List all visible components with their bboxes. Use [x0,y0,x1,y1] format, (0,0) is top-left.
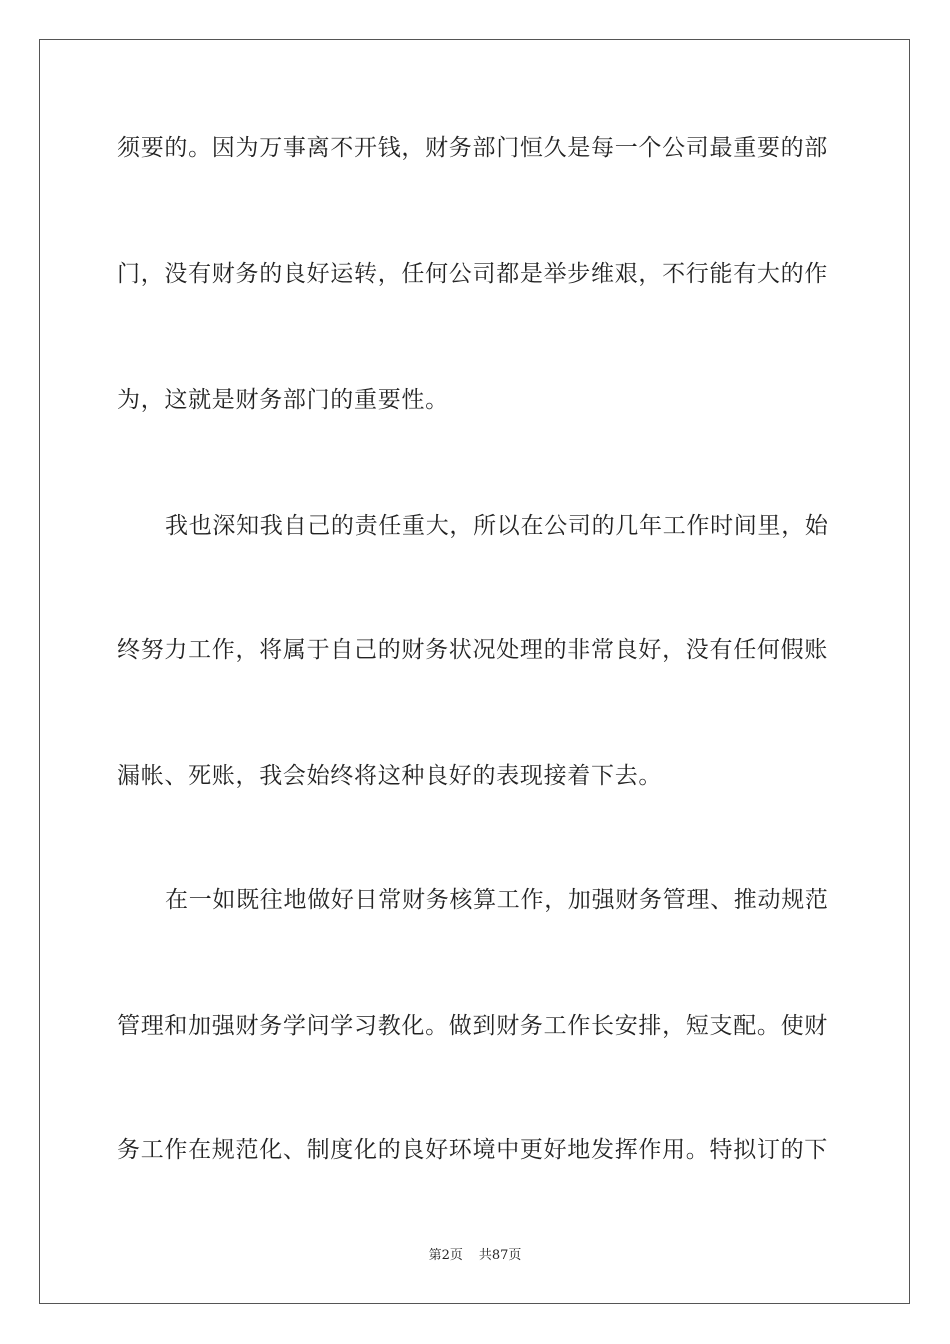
text-line-5: 终努力工作，将属于自己的财务状况处理的非常良好，没有任何假账 [117,637,828,663]
text-line-8: 管理和加强财务学问学习教化。做到财务工作长安排，短支配。使财 [117,1013,828,1039]
page-footer [0,1248,950,1264]
text-line-2: 门，没有财务的良好运转，任何公司都是举步维艰，不行能有大的作 [117,261,828,287]
total-pages-label: 共87页 [478,1248,522,1263]
text-line-3: 为，这就是财务部门的重要性。 [117,387,449,413]
text-line-1: 须要的。因为万事离不开钱，财务部门恒久是每一个公司最重要的部 [117,135,828,161]
text-line-9: 务工作在规范化、制度化的良好环境中更好地发挥作用。特拟订的下 [117,1137,828,1163]
current-page-label: 第2页 [428,1248,463,1263]
paragraph-start-line-7: 在一如既往地做好日常财务核算工作，加强财务管理、推动规范 [165,887,829,913]
paragraph-start-line-4: 我也深知我自己的责任重大，所以在公司的几年工作时间里，始 [165,513,829,539]
page-border [39,39,910,1304]
text-line-6: 漏帐、死账，我会始终将这种良好的表现接着下去。 [117,763,663,789]
